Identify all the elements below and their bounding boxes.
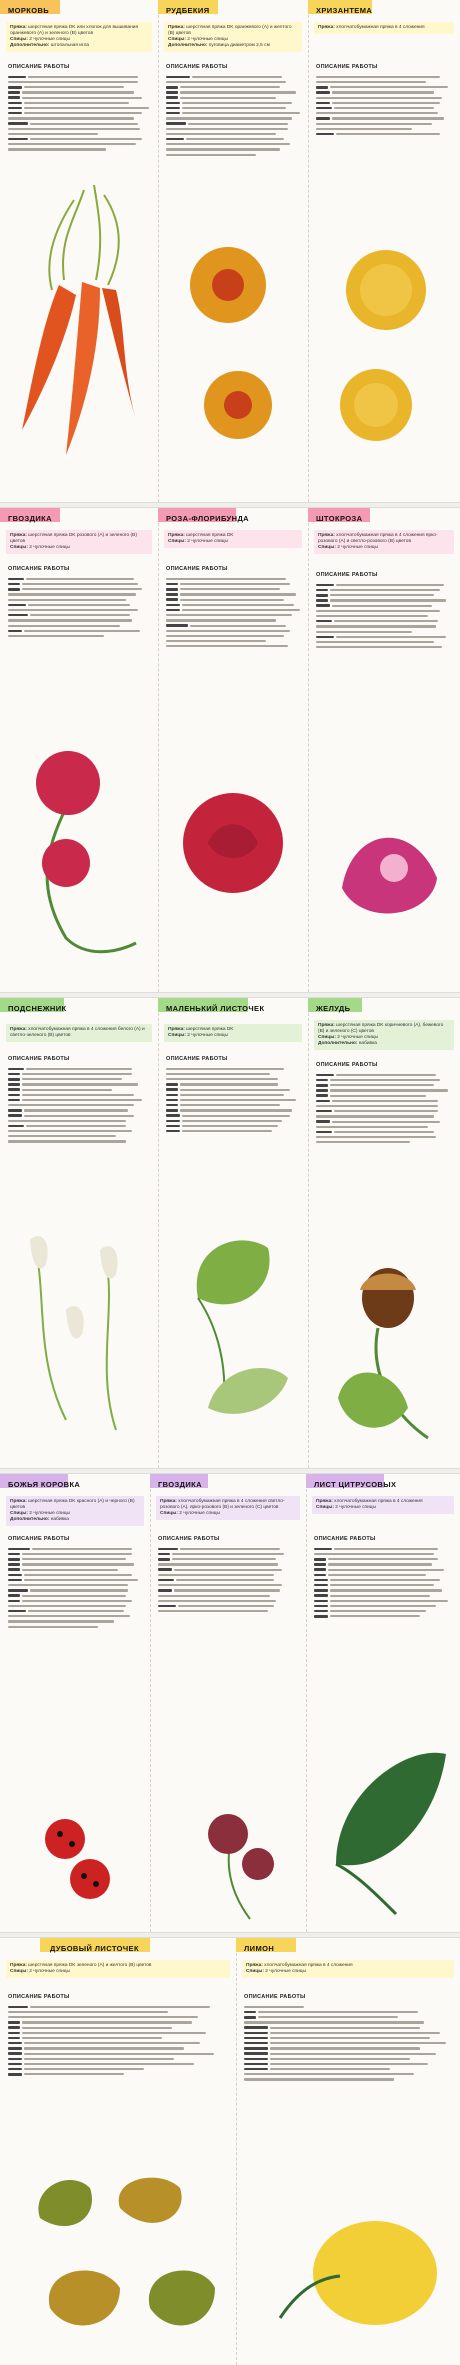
- instructions-heading: ОПИСАНИЕ РАБОТЫ: [166, 1056, 228, 1062]
- carnation-2-illustration: [180, 1804, 300, 1924]
- section-3: [0, 998, 460, 1468]
- materials-box: Пряжа: шерстяная пряжа DK красного (A) и черного (B) цветов Спицы: 2 чулочные спицы Дополнительно: набивка: [6, 1496, 144, 1526]
- carnation-illustration: [6, 738, 156, 978]
- pattern-title: БОЖЬЯ КОРОВКА: [8, 1480, 81, 1489]
- chrysanthemum-illustration: [316, 240, 456, 470]
- instructions-heading: ОПИСАНИЕ РАБОТЫ: [166, 64, 228, 70]
- instructions-heading: ОПИСАНИЕ РАБОТЫ: [316, 572, 378, 578]
- snowdrop-illustration: [6, 1220, 156, 1460]
- pattern-title: МАЛЕНЬКИЙ ЛИСТОЧЕК: [166, 1004, 265, 1013]
- instructions-text: [8, 2004, 230, 2077]
- materials-box: Пряжа: шерстяная пряжа DK Спицы: 2 чулочные спицы: [164, 530, 302, 548]
- instructions-text: [8, 576, 152, 638]
- instructions-heading: ОПИСАНИЕ РАБОТЫ: [8, 1994, 70, 2000]
- instructions-text: [316, 74, 454, 136]
- instructions-heading: ОПИСАНИЕ РАБОТЫ: [8, 1536, 70, 1542]
- instructions-heading: ОПИСАНИЕ РАБОТЫ: [8, 64, 70, 70]
- oak-leaf-illustration: [10, 2148, 230, 2358]
- pattern-title: ШТОКРОЗА: [316, 514, 363, 523]
- column-lemon: [236, 1938, 460, 2365]
- column-small-leaf: [158, 998, 309, 1468]
- pattern-title: ЛИСТ ЦИТРУСОВЫХ: [314, 1480, 397, 1489]
- materials-box: Пряжа: хлопчатобумажная пряжа в 4 сложения светло-розового (A), ярко-розового (B) и зеленого (C) цветов Спицы: 2 чулочные спицы: [156, 1496, 300, 1520]
- column-snowdrop: [0, 998, 159, 1468]
- column-rudbeckia: [158, 0, 309, 502]
- section-2: [0, 508, 460, 992]
- instructions-heading: ОПИСАНИЕ РАБОТЫ: [8, 1056, 70, 1062]
- instructions-text: [314, 1546, 454, 1619]
- instructions-text: [316, 1072, 454, 1145]
- instructions-text: [8, 74, 152, 152]
- column-hollyhock: [308, 508, 460, 992]
- instructions-text: [158, 1546, 300, 1613]
- pattern-title: ДУБОВЫЙ ЛИСТОЧЕК: [50, 1944, 139, 1953]
- materials-box: Пряжа: хлопчатобумажная пряжа в 4 сложения: [314, 22, 454, 34]
- materials-box: Пряжа: хлопчатобумажная пряжа в 4 сложения ярко-розового (A) и светло-розового (B) цветов Спицы: 2 чулочные спицы: [314, 530, 454, 554]
- column-floribunda-rose: [158, 508, 309, 992]
- materials-box: Пряжа: шерстяная пряжа DK розового (A) и зеленого (B) цветов Спицы: 2 чулочные спицы: [6, 530, 152, 554]
- instructions-text: [166, 1066, 302, 1133]
- rose-illustration: [168, 748, 298, 948]
- pattern-title: РУДБЕКИЯ: [166, 6, 210, 15]
- instructions-text: [166, 74, 302, 157]
- pattern-title: ЖЕЛУДЬ: [316, 1004, 351, 1013]
- materials-box: Пряжа: шерстяная пряжа DK оранжевого (A) и желтого (B) цветов Спицы: 2 чулочные спицы Дополнительно: пуговица диаметром 2,5 см: [164, 22, 302, 52]
- pattern-title: ЛИМОН: [244, 1944, 275, 1953]
- small-leaf-illustration: [168, 1208, 298, 1458]
- instructions-text: [8, 1546, 144, 1629]
- instructions-heading: ОПИСАНИЕ РАБОТЫ: [8, 566, 70, 572]
- column-acorn: [308, 998, 460, 1468]
- instructions-heading: ОПИСАНИЕ РАБОТЫ: [314, 1536, 376, 1542]
- section-1: [0, 0, 460, 502]
- materials-box: Пряжа: шерстяная пряжа DK или хлопок для вышивания оранжевого (A) и зеленого (B) цветов Спицы: 2 чулочные спицы Дополнительно: штопальная игла: [6, 22, 152, 52]
- column-carrot: [0, 0, 159, 502]
- materials-box: Пряжа: шерстяная пряжа DK Спицы: 2 чулочные спицы: [164, 1024, 302, 1042]
- pattern-title: ХРИЗАНТЕМА: [316, 6, 373, 15]
- lemon-illustration: [260, 2188, 450, 2348]
- instructions-heading: ОПИСАНИЕ РАБОТЫ: [316, 64, 378, 70]
- column-carnation: [0, 508, 159, 992]
- ladybug-illustration: [20, 1804, 130, 1914]
- acorn-illustration: [318, 1238, 453, 1458]
- pattern-title: ГВОЗДИКА: [8, 514, 52, 523]
- column-chrysanthemum: [308, 0, 460, 502]
- instructions-heading: ОПИСАНИЕ РАБОТЫ: [158, 1536, 220, 1542]
- instructions-text: [166, 576, 302, 649]
- column-oak-leaf: [0, 1938, 237, 2365]
- materials-box: Пряжа: шерстяная пряжа DK зеленого (A) и желтого (B) цветов Спицы: 2 чулочные спицы: [6, 1960, 230, 1978]
- instructions-text: [8, 1066, 152, 1144]
- materials-box: Пряжа: шерстяная пряжа DK коричневого (A), бежевого (B) и зеленого (C) цветов Спицы: 2 чулочные спицы Дополнительно: набивка: [314, 1020, 454, 1050]
- pattern-title: ГВОЗДИКА: [158, 1480, 202, 1489]
- column-ladybug: [0, 1474, 151, 1932]
- rudbeckia-illustration: [168, 230, 298, 470]
- instructions-heading: ОПИСАНИЕ РАБОТЫ: [316, 1062, 378, 1068]
- pattern-title: МОРКОВЬ: [8, 6, 50, 15]
- carrot-illustration: [4, 170, 154, 470]
- instructions-heading: ОПИСАНИЕ РАБОТЫ: [244, 1994, 306, 2000]
- hollyhock-illustration: [322, 768, 452, 958]
- column-carnation-2: [150, 1474, 307, 1932]
- section-4: [0, 1474, 460, 1932]
- citrus-leaf-illustration: [316, 1724, 456, 1924]
- materials-box: Пряжа: хлопчатобумажная пряжа в 4 сложения Спицы: 2 чулочные спицы: [312, 1496, 454, 1514]
- pattern-title: ПОДСНЕЖНИК: [8, 1004, 67, 1013]
- column-citrus-leaf: [306, 1474, 460, 1932]
- materials-box: Пряжа: хлопчатобумажная пряжа в 4 сложения Спицы: 2 чулочные спицы: [242, 1960, 454, 1978]
- pattern-title: РОЗА-ФЛОРИБУНДА: [166, 514, 249, 523]
- section-5: [0, 1938, 460, 2365]
- instructions-text: [316, 582, 454, 649]
- materials-box: Пряжа: хлопчатобумажная пряжа в 4 сложения белого (A) и светло-зеленого (B) цветов: [6, 1024, 152, 1042]
- instructions-text: [244, 2004, 454, 2082]
- instructions-heading: ОПИСАНИЕ РАБОТЫ: [166, 566, 228, 572]
